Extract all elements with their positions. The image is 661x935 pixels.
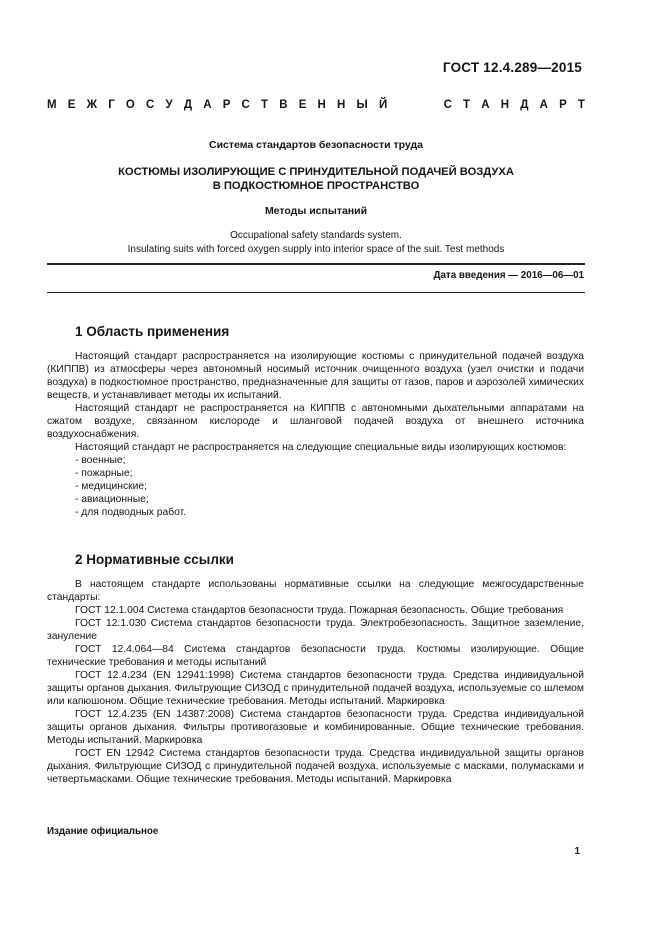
section-body-references [47,578,584,786]
banner-letter: А [539,99,548,111]
banner-letter: У [165,99,173,111]
english-title [47,229,585,256]
list-item: - военные; [75,455,126,466]
banner-letter: Д [520,99,529,111]
list-item: - пожарные; [75,468,133,479]
banner-letter: О [125,99,135,111]
list-item: - медицинские; [75,481,147,492]
banner-letter: Н [317,99,326,111]
paragraph: Настоящий стандарт не распространяется на следующие специальные виды изолирующих костюмов: [75,442,567,453]
document-subtitle: Методы испытаний [264,205,368,217]
title-line: КОСТЮМЫ ИЗОЛИРУЮЩИЕ С ПРИНУДИТЕЛЬНОЙ ПОДАЧЕЙ ВОЗДУХА [118,166,514,178]
reference-item: ГОСТ 12.4.235 (EN 14387:2008) Система стандартов безопасности труда. Средства индивидуальной защиты органов дыхания. Фильтры противогазовые и комбинированные. Общие технические требования. Методы испытаний. Маркировка [47,709,584,746]
document-number: ГОСТ 12.4.289—2015 [442,60,582,75]
banner-letter: Р [559,99,567,111]
list-item: - для подводных работ. [75,507,187,518]
document-title [47,165,585,193]
reference-item: ГОСТ 12.1.004 Система стандартов безопасности труда. Пожарная безопасность. Общие требования [75,605,564,616]
banner-letter: Е [298,99,307,111]
standards-series: Система стандартов безопасности труда [208,139,424,151]
divider [47,292,585,293]
introduction-date: Дата введения — 2016—06—01 [433,270,584,281]
banner-letter: Р [222,99,231,111]
reference-item: ГОСТ 12.1.030 Система стандартов безопасности труда. Электробезопасность. Защитное заземление, зануление [47,618,584,642]
section-heading-references: 2 Нормативные ссылки [75,552,234,567]
reference-item: ГОСТ 12.4.064—84 Система стандартов безопасности труда. Костюмы изолирующие. Общие технические требования и методы испытаний [47,644,584,668]
banner-letter: Н [500,99,510,111]
banner-letter: Т [261,99,269,111]
banner-letter: С [146,99,155,111]
banner-letter: М [47,99,57,111]
reference-item: ГОСТ 12.4.234 (EN 12941:1998) Система стандартов безопасности труда. Средства индивидуальной защиты органов дыхания. Фильтрующие СИЗОД с принудительной подачей воздуха, используемые со шлемом или капюшоном. Общие технические требования. Методы испытаний. Маркировка [47,670,584,707]
banner-letter: А [481,99,490,111]
banner-letter: Ы [356,99,368,111]
banner-letter: Е [67,99,76,111]
banner-letter: Т [577,99,585,111]
banner-letter: Ж [86,99,98,111]
page-number: 1 [574,846,580,857]
english-title-line: Insulating suits with forced oxygen supply into interior space of the suit. Test methods [127,243,505,255]
section-heading-scope: 1 Область применения [75,324,230,339]
list-item: - авиационные; [75,494,149,505]
paragraph: В настоящем стандарте использованы нормативные ссылки на следующие межгосударственные стандарты: [47,579,584,603]
banner-letter: С [241,99,250,111]
paragraph: Настоящий стандарт распространяется на изолирующие костюмы с принудительной подачей воздуха (КИППВ) из атмосферы через автономный носимый источник очищенного воздуха (узел очистки и подачи воздуха) в подкостюмное пространство, предназначенные для защиты от газов, паров и аэрозолей химических веществ, и устанавливает методы их испытаний. [47,351,584,401]
section-body-scope [47,350,584,519]
banner-letter: В [279,99,288,111]
official-edition-note: Издание официальное [47,826,159,837]
english-title-line: Occupational safety standards system. [230,230,402,241]
banner-letter: Н [337,99,346,111]
reference-item: ГОСТ EN 12942 Система стандартов безопасности труда. Средства индивидуальной защиты органов дыхания. Фильтрующие СИЗОД с принудительной подачей воздуха, используемые с масками, полумасками и четвертьмасками. Общие технические требования. Методы испытаний. Маркировка [47,748,584,785]
banner-letter: Т [463,99,471,111]
banner-letter: Й [378,99,388,111]
banner-letter: Г [108,99,115,111]
title-line: В ПОДКОСТЮМНОЕ ПРОСТРАНСТВО [212,180,420,192]
paragraph: Настоящий стандарт не распространяется на КИППВ с автономными дыхательными аппаратами на сжатом воздухе, связанном кислороде и шланговой подачей воздуха от внешнего источника воздухоснабжения. [47,403,584,440]
banner-letter: Д [183,99,193,111]
divider [47,263,585,265]
banner-letter: С [443,99,452,111]
interstate-standard-banner [47,99,585,111]
banner-letter: А [203,99,212,111]
